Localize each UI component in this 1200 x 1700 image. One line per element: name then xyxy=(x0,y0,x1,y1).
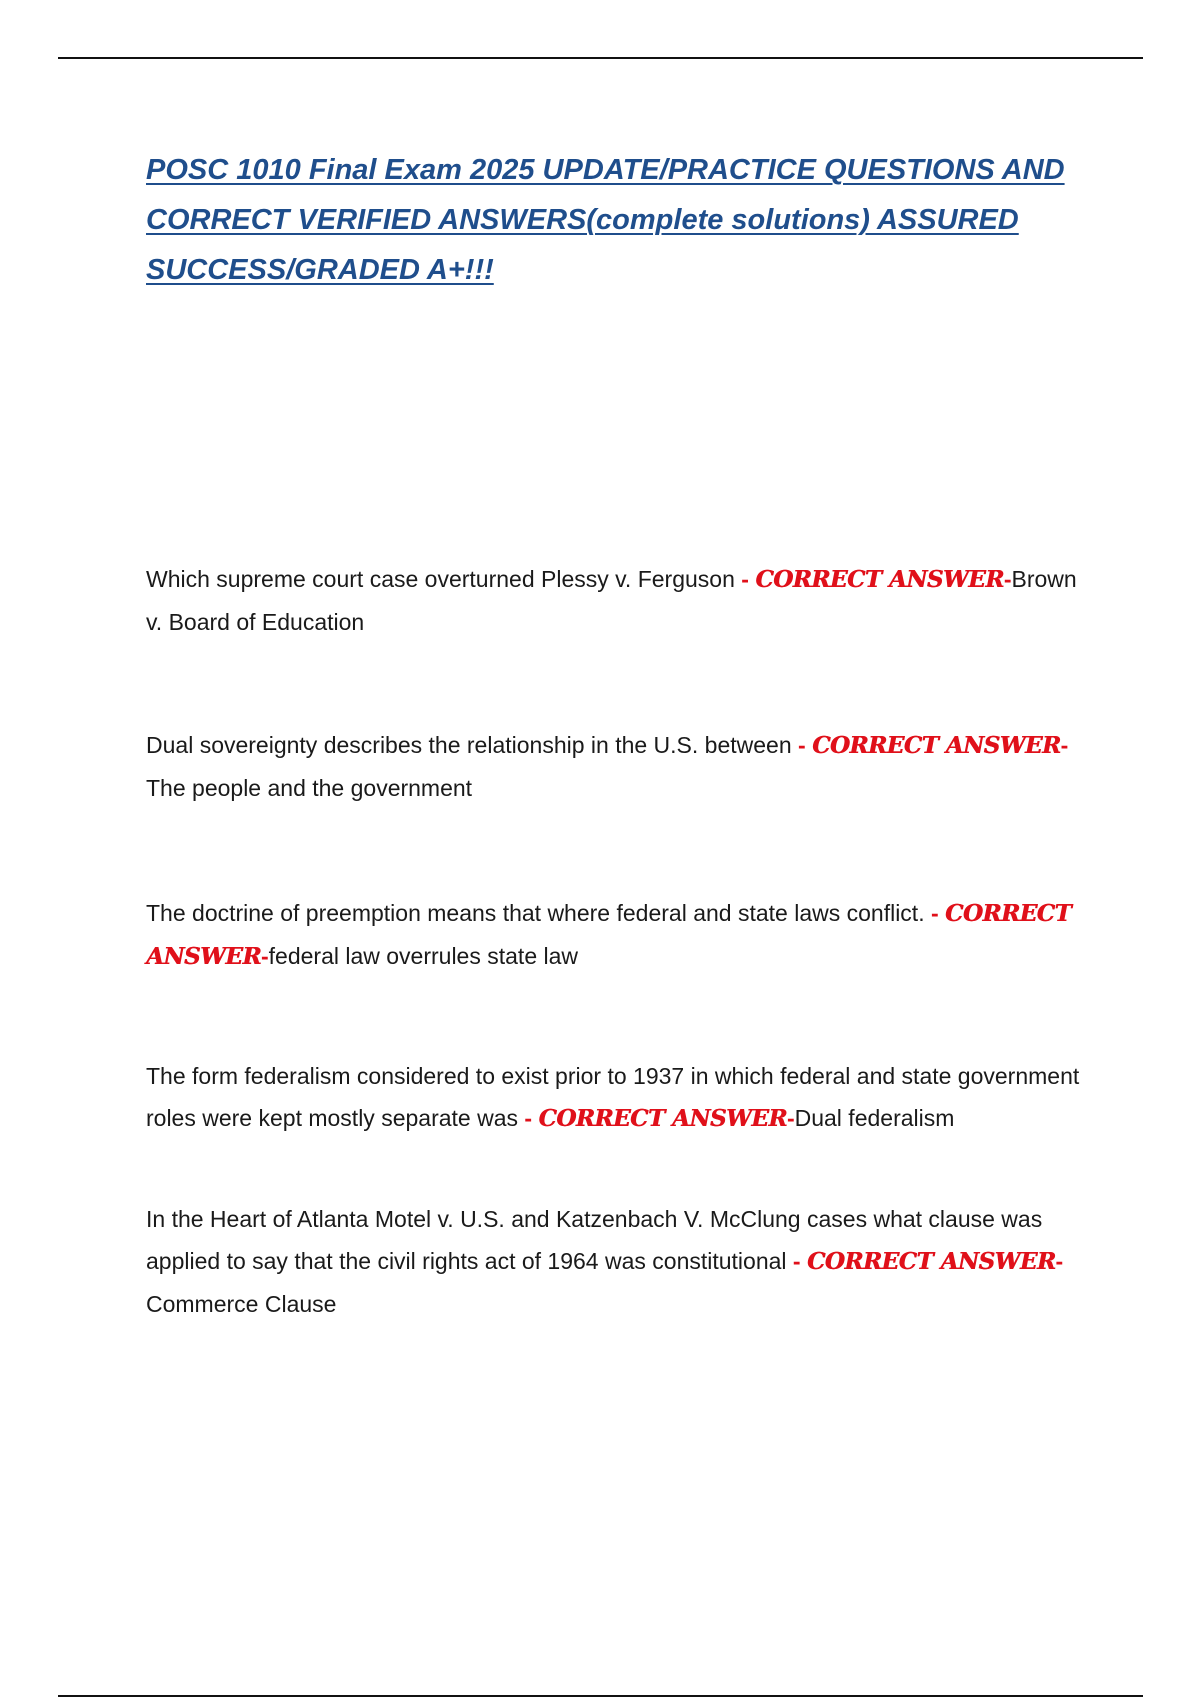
answer-suffix: - xyxy=(786,1105,795,1131)
question-text: Which supreme court case overturned Plessy v. Ferguson xyxy=(146,566,742,592)
answer-separator: - xyxy=(741,566,756,592)
answer-text: Brown v. Board of Education xyxy=(146,566,1077,635)
answer-separator: - xyxy=(792,1248,807,1274)
answer-suffix: - xyxy=(1060,732,1069,758)
answer-suffix: - xyxy=(260,943,269,969)
answer-separator: - xyxy=(930,900,946,926)
qa-item-4 xyxy=(146,1055,1086,1140)
correct-answer-label: CORRECT ANSWER xyxy=(146,900,1072,970)
answer-suffix: - xyxy=(1055,1248,1064,1274)
correct-answer-label: CORRECT ANSWER xyxy=(538,1105,787,1132)
correct-answer-label: CORRECT ANSWER xyxy=(806,1248,1056,1275)
answer-text: federal law overrules state law xyxy=(268,943,579,969)
qa-item-3 xyxy=(146,892,1086,978)
correct-answer-label: CORRECT ANSWER xyxy=(812,732,1061,759)
question-text: Dual sovereignty describes the relationship in the U.S. between xyxy=(146,732,799,758)
answer-text: Commerce Clause xyxy=(146,1291,337,1317)
qa-item-1 xyxy=(146,558,1086,643)
correct-answer-label: CORRECT ANSWER xyxy=(755,566,1004,593)
answer-separator: - xyxy=(798,732,813,758)
question-text: The doctrine of preemption means that where federal and state laws conflict. xyxy=(146,900,931,926)
answer-separator: - xyxy=(524,1105,539,1131)
answer-text: The people and the government xyxy=(146,775,473,801)
answer-text: Dual federalism xyxy=(794,1105,955,1131)
question-text: In the Heart of Atlanta Motel v. U.S. and Katzenbach V. McClung cases what clause was applied to say that the civil rights act of 1964 was constitutional xyxy=(146,1206,1043,1274)
top-rule xyxy=(58,57,1143,59)
qa-item-2 xyxy=(146,724,1086,809)
qa-item-5 xyxy=(146,1198,1086,1325)
answer-suffix: - xyxy=(1003,566,1012,592)
question-text: The form federalism considered to exist prior to 1937 in which federal and state government roles were kept mostly separate was xyxy=(146,1063,1080,1131)
document-title: POSC 1010 Final Exam 2025 UPDATE/PRACTICE QUESTIONS AND CORRECT VERIFIED ANSWERS(complete solutions) ASSURED SUCCESS/GRADED A+!!! xyxy=(146,154,1065,286)
bottom-rule xyxy=(58,1695,1143,1697)
